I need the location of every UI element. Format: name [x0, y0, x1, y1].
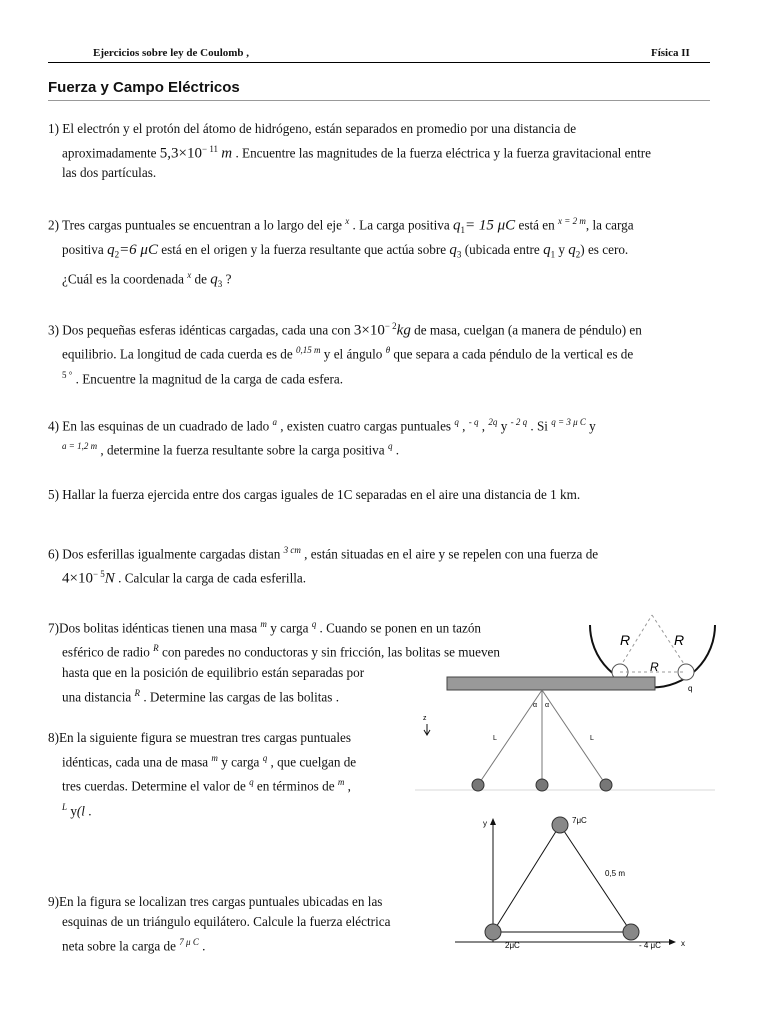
title-rule [48, 100, 710, 101]
charge-bottom-right [623, 924, 639, 940]
problem-3: 3) Dos pequeñas esferas idénticas cargadas, cada una con $3\times 10^{- 2}kg$ de masa, cuelgan (a manera de péndulo) en equilibrio. La longitud de cada cuerda es de $^{0,15 m}$ y el ángulo $^\theta$ que separa a cada péndulo de la vertical es de $^{5 ^\circ}$ . Encuentre la magnitud de la carga de cada esfera. [48, 321, 642, 387]
problem-4: 4) En las esquinas de un cuadrado de lado $^a$ , existen cuatro cargas puntuales $^q$ , $^{- q}$ , $^{2q}$ y $^{- 2 q}$ . Si $^{q = 3 \mu C}$ y $^{a = 1,2 m}$ , determine la fuerza resultante sobre la carga positiva $^q$ . [48, 417, 596, 458]
header-right: Física II [651, 47, 690, 59]
support-bar [447, 677, 655, 690]
problem-1: 1) El electrón y el protón del átomo de hidrógeno, están separados en promedio por una distancia de aproximadamente $5,3\times 10^{- 11}$ m . Encuentre las magnitudes de la fuerza eléctrica y la fuerza gravitacional entre las dos partículas. [48, 121, 651, 181]
page-title: Fuerza y Campo Eléctricos [48, 79, 240, 96]
fig7-R1: R [620, 632, 631, 648]
fig9-side-label: 0,5 m [605, 869, 626, 878]
fig7-q: q [688, 684, 693, 693]
fig9-right-label: - 4 μC [639, 941, 661, 950]
side-left [493, 825, 560, 932]
problem-5: 5) Hallar la fuerza ejercida entre dos cargas iguales de 1C separadas en el aire una distancia de 1 km. [48, 487, 581, 502]
x-arrowhead [669, 939, 676, 945]
fig9-top-label: 7μC [572, 816, 587, 825]
triangle-figure [455, 808, 695, 958]
side-right [560, 825, 631, 932]
fig8-L-left: L [493, 735, 497, 742]
problem-8: 8)En la siguiente figura se muestran tres cargas puntuales idénticas, cada una de masa $^m$ y carga $^q$ , que cuelgan de tres cuerdas. Determine el valor de $^q$ en términos de $^m$ , $^L$ y(l . [48, 730, 357, 819]
problem-6: 6) Dos esferillas igualmente cargadas distan $^{3 cm}$ , están situadas en el aire y se repelen con una fuerza de $4\times 10^{- 5}N$ . Calcular la carga de cada esferilla. [48, 545, 599, 587]
header-left: Ejercicios sobre ley de Coulomb , [93, 47, 250, 59]
problem-7: 7)Dos bolitas idénticas tienen una masa $^m$ y carga $^q$ . Cuando se ponen en un tazón esférico de radio $^R$ con paredes no conductoras y sin fricción, las bolitas se mueven hasta que en la posición de equilibrio están separadas por una distancia $^R$ . Determine las cargas de las bolitas . [48, 619, 500, 705]
fig8-axis-label: z [423, 715, 427, 722]
fig7-R2: R [674, 632, 685, 648]
y-arrowhead [490, 818, 496, 825]
fig7-R3: R [650, 660, 659, 674]
fig8-L-right: L [590, 735, 594, 742]
header-rule [48, 62, 710, 63]
problem-9: 9)En la figura se localizan tres cargas puntuales ubicadas en las esquinas de un triángulo equilátero. Calcule la fuerza eléctrica neta sobre la carga de $^{7 \mu C}$ . [48, 894, 391, 954]
fig8-alpha-right: α [545, 702, 550, 709]
problem-2: 2) Tres cargas puntuales se encuentran a lo largo del eje $^x$ . La carga positiva $q_1= 15$ μC está en $^{x = 2 m}$, la carga positiva $q_2=6$ μC está en el origen y la fuerza resultante que actúa sobre $q_3$ (ubicada entre $q_1$ y $q_2$) es cero. ¿Cuál es la coordenada $^x$ de $q_3$ ? [48, 216, 634, 289]
charge-bottom-left [485, 924, 501, 940]
fig8-alpha-left: α [533, 702, 538, 709]
pendulum-figure [415, 672, 715, 794]
fig9-y-label: y [483, 819, 487, 828]
fig9-x-label: x [681, 939, 685, 948]
fig9-left-label: 2μC [505, 941, 520, 950]
charge-left [472, 779, 484, 791]
charge-top [552, 817, 568, 833]
charge-center [536, 779, 548, 791]
charge-right [600, 779, 612, 791]
string-right [542, 690, 606, 785]
